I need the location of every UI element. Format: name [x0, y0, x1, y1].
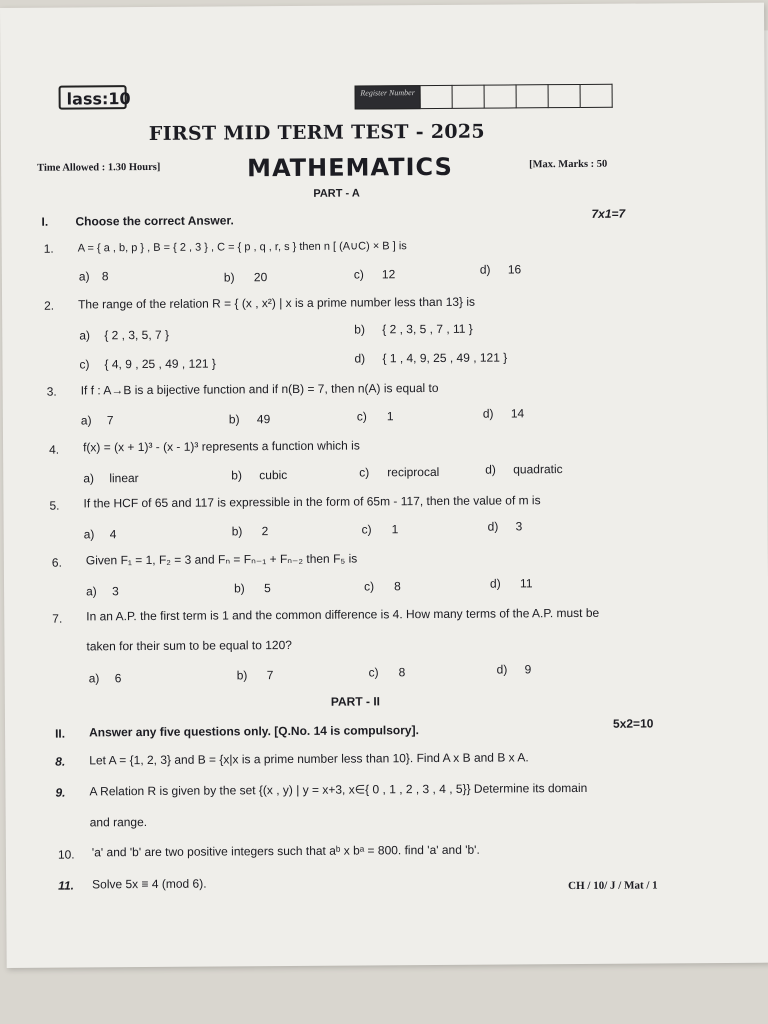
section-marks: 7x1=7: [591, 206, 626, 221]
option-value: 7: [106, 413, 114, 428]
question-text: f(x) = (x + 1)³ - (x - 1)³ represents a function which is: [83, 438, 360, 455]
question-text: The range of the relation R = { (x , x²) | x is a prime number less than 13} is: [78, 294, 476, 312]
option-value: linear: [109, 471, 139, 486]
question-text-continued: taken for their sum to be equal to 120?: [86, 637, 292, 654]
option-letter: c): [353, 267, 364, 282]
option-letter: c): [359, 465, 370, 480]
question-text: If f : A→B is a bijective function and if n(B) = 7, then n(A) is equal to: [80, 380, 439, 398]
question-number: 7.: [52, 611, 63, 626]
option-value: { 2 , 3, 5 , 7 , 11 }: [382, 321, 473, 337]
exam-paper: [0, 3, 768, 968]
register-number-box: [355, 84, 613, 110]
option-value: quadratic: [513, 462, 563, 477]
option-value: reciprocal: [387, 464, 440, 480]
option-value: 9: [524, 662, 532, 677]
option-value: 14: [510, 406, 525, 421]
option-letter: c): [368, 665, 379, 680]
option-value: 3: [515, 519, 523, 534]
option-value: { 4, 9 , 25 , 49 , 121 }: [104, 356, 216, 372]
option-letter: c): [363, 579, 375, 594]
question-number: 3.: [46, 384, 57, 399]
option-letter: a): [79, 328, 91, 343]
question-number: 6.: [51, 555, 62, 570]
option-letter: d): [354, 351, 366, 366]
exam-title: FIRST MID TERM TEST - 2025: [148, 120, 485, 145]
option-letter: a): [78, 269, 90, 284]
option-letter: a): [86, 584, 97, 599]
class-label: lass:10: [59, 85, 127, 109]
question-text-continued: and range.: [89, 814, 148, 830]
question-text: Let A = {1, 2, 3} and B = {x|x is a prime number less than 10}. Find A x B and B x A.: [89, 750, 529, 768]
option-letter: a): [83, 527, 95, 542]
option-value: 1: [391, 522, 399, 537]
question-text: Given F₁ = 1, F₂ = 3 and Fₙ = Fₙ₋₁ + Fₙ₋₂ then F₅ is: [85, 551, 358, 568]
option-letter: d): [496, 662, 508, 677]
question-number: 11.: [58, 878, 74, 893]
option-value: 4: [109, 527, 117, 542]
section-heading: Answer any five questions only. [Q.No. 14 is compulsory].: [89, 723, 419, 740]
option-letter: a): [88, 671, 100, 686]
section-number: II.: [55, 726, 66, 741]
question-text: A Relation R is given by the set {(x , y) | y = x+3, x∈{ 0 , 1 , 2 , 3 , 4 , 5}} Determine its domain: [89, 780, 588, 799]
register-cell: [517, 84, 549, 108]
option-value: 11: [519, 576, 533, 591]
option-letter: a): [80, 413, 92, 428]
option-value: 3: [112, 584, 119, 599]
question-number: 4.: [49, 442, 60, 457]
question-text: If the HCF of 65 and 117 is expressible in the form of 65m - 117, then the value of m is: [83, 493, 541, 511]
option-letter: c): [356, 409, 367, 424]
question-text: 'a' and 'b' are two positive integers such that aᵇ x bᵃ = 800. find 'a' and 'b'.: [91, 842, 480, 860]
option-value: { 2 , 3, 5, 7 }: [104, 327, 170, 343]
question-number: 10.: [57, 847, 75, 862]
option-value: 8: [398, 665, 406, 680]
subject-title: MATHEMATICS: [247, 152, 453, 183]
option-value: 8: [393, 579, 401, 594]
option-value: 5: [264, 581, 271, 596]
register-number-label: Register Number: [355, 85, 421, 109]
option-letter: b): [234, 581, 245, 596]
option-value: 8: [101, 269, 109, 284]
section-heading: Choose the correct Answer.: [75, 213, 234, 229]
option-value: 1: [386, 409, 394, 424]
option-letter: d): [482, 406, 494, 421]
register-cell: [581, 84, 613, 108]
part-b-heading: PART - II: [330, 694, 381, 709]
time-allowed: Time Allowed : 1.30 Hours]: [37, 161, 161, 174]
option-value: cubic: [259, 468, 288, 483]
option-letter: d): [479, 262, 491, 277]
question-text: A = { a , b, p } , B = { 2 , 3 } , C = { p , q , r, s } then n [ (A∪C) × B ] is: [77, 240, 407, 255]
question-number: 1.: [43, 241, 54, 256]
option-value: 2: [261, 524, 269, 539]
option-letter: b): [354, 322, 365, 337]
option-value: 16: [507, 262, 522, 277]
option-letter: b): [228, 412, 240, 427]
option-letter: c): [361, 522, 372, 537]
option-value: 6: [114, 671, 122, 686]
option-letter: b): [236, 668, 248, 683]
option-value: { 1 , 4, 9, 25 , 49 , 121 }: [382, 350, 508, 366]
section-marks: 5x2=10: [612, 716, 654, 731]
question-number: 5.: [49, 498, 60, 513]
option-value: 7: [266, 668, 274, 683]
paper-code: CH / 10/ J / Mat / 1: [568, 879, 658, 893]
register-cell: [549, 84, 581, 108]
option-letter: b): [231, 524, 243, 539]
option-value: 49: [256, 412, 271, 427]
question-text: Solve 5x ≡ 4 (mod 6).: [92, 876, 207, 892]
section-number: I.: [41, 214, 49, 229]
max-marks: [Max. Marks : 50: [529, 158, 608, 171]
option-letter: d): [487, 519, 499, 534]
register-cell: [453, 85, 485, 109]
option-value: 12: [381, 267, 396, 282]
question-text: In an A.P. the first term is 1 and the common difference is 4. How many terms of the A.P. must be: [86, 605, 600, 624]
option-letter: a): [83, 471, 95, 486]
question-number: 9.: [55, 785, 66, 800]
question-number: 8.: [55, 754, 66, 769]
option-letter: b): [231, 468, 242, 483]
option-letter: d): [489, 576, 501, 591]
option-letter: c): [79, 357, 90, 372]
option-letter: b): [223, 270, 235, 285]
question-number: 2.: [44, 298, 55, 313]
register-cell: [421, 85, 453, 109]
option-value: 20: [253, 270, 268, 285]
part-a-heading: PART - A: [313, 187, 360, 200]
option-letter: d): [485, 462, 496, 477]
register-cell: [485, 84, 517, 108]
